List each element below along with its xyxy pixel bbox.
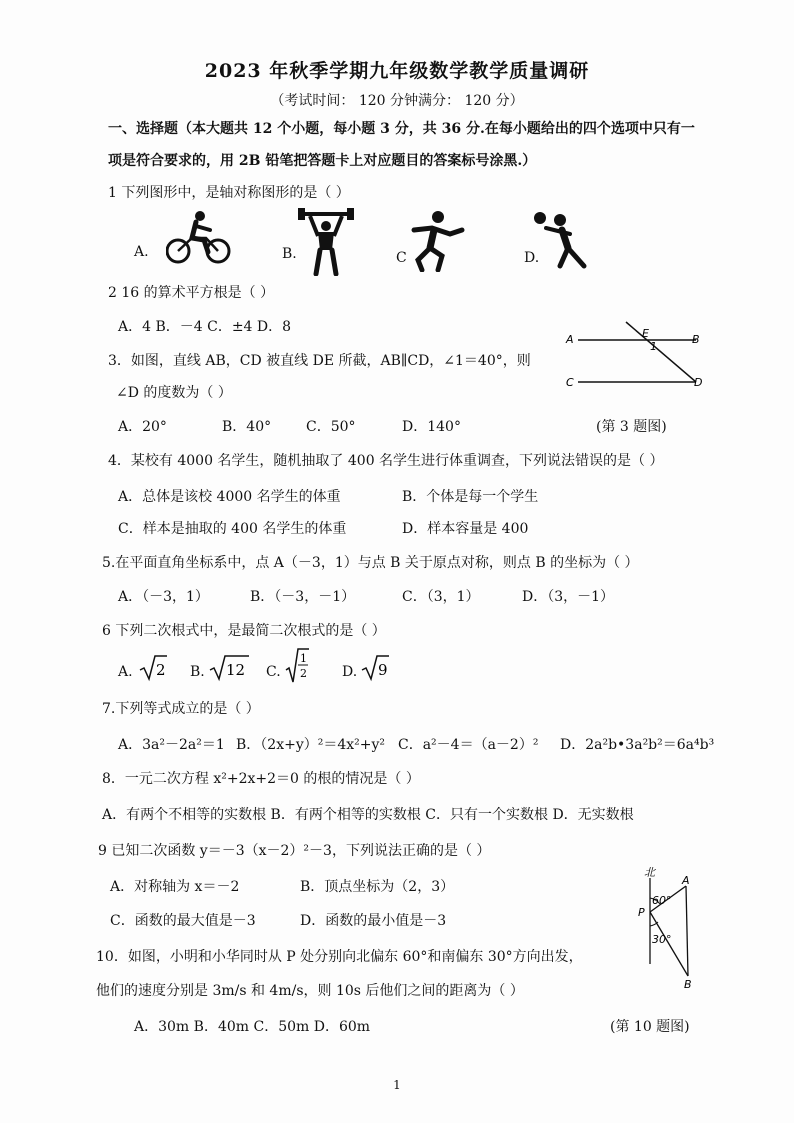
- q9-option-a: A．对称轴为 x＝－2: [110, 879, 240, 895]
- q3-option-d: D．140°: [402, 419, 461, 435]
- q6-radical-c: [284, 646, 310, 684]
- q5-option-d: D．（3，－1）: [522, 589, 615, 605]
- weightlifter-icon: [296, 208, 356, 276]
- q1-option-d: D.: [524, 250, 540, 266]
- q2-options: A．4 B．－4 C．±4 D．8: [118, 319, 292, 335]
- q9-option-d: D．函数的最小值是－3: [300, 913, 447, 929]
- q8-options: A．有两个不相等的实数根 B．有两个相等的实数根 C．只有一个实数根 D．无实数根: [102, 807, 634, 823]
- q6-option-b: B.: [190, 664, 205, 680]
- section-heading-line1: 一、选择题（本大题共 12 个小题，每小题 3 分，共 36 分.在每小题给出的四个选项中只有一: [108, 121, 695, 137]
- q10-figure: [628, 864, 708, 994]
- q6-radicand-a: 2: [156, 661, 166, 679]
- q10-label-p: P: [638, 906, 645, 919]
- q3-label-e: E: [642, 327, 649, 340]
- q1-option-b: B.: [282, 246, 297, 262]
- q6-option-a: A.: [118, 664, 133, 680]
- q7-stem: 7.下列等式成立的是（ ）: [102, 701, 260, 717]
- volleyball-player-icon: [532, 210, 588, 270]
- q6-radical-b: [208, 652, 250, 682]
- page-title: 2023 年秋季学期九年级数学教学质量调研: [204, 60, 590, 82]
- q10-label-60: 60°: [652, 894, 672, 907]
- q6-option-d: D.: [342, 664, 358, 680]
- q7-option-b: B．（2x+y）²＝4x²+y²: [236, 737, 386, 753]
- q10-options: A．30m B．40m C．50m D．60m: [134, 1019, 371, 1035]
- q10-stem-line1: 10．如图，小明和小华同时从 P 处分别向北偏东 60°和南偏东 30°方向出发，: [96, 949, 583, 965]
- q3-stem-line2: ∠D 的度数为（ ）: [116, 385, 232, 401]
- q3-figure: [564, 318, 714, 392]
- q9-option-b: B．顶点坐标为（2，3）: [300, 879, 455, 895]
- q10-label-north: 北: [644, 866, 655, 879]
- page-number: 1: [393, 1078, 401, 1092]
- q6-radicand-c-numerator: 1: [300, 652, 307, 665]
- q3-option-a: A．20°: [118, 419, 167, 435]
- q6-radicand-c-denominator: 2: [300, 667, 307, 680]
- q4-option-d: D．样本容量是 400: [402, 521, 529, 537]
- q5-option-a: A．（－3，1）: [118, 589, 209, 605]
- runner-icon: [410, 210, 466, 272]
- q3-label-a: A: [566, 333, 574, 346]
- q3-caption: (第 3 题图): [596, 419, 667, 435]
- q5-stem: 5.在平面直角坐标系中，点 A（－3，1）与点 B 关于原点对称，则点 B 的坐标为（ ）: [102, 555, 639, 571]
- q1-option-a: A.: [134, 244, 149, 260]
- q7-option-a: A．3a²－2a²＝1: [118, 737, 225, 753]
- q6-radicand-d: 9: [378, 661, 388, 679]
- q6-radical-a: [138, 652, 168, 682]
- q10-label-b: B: [684, 978, 692, 991]
- q6-radical-d: [360, 652, 390, 682]
- q6-stem: 6 下列二次根式中，是最简二次根式的是（ ）: [102, 623, 386, 639]
- q3-label-d: D: [694, 376, 703, 389]
- q3-label-b: B: [692, 333, 700, 346]
- q3-stem-line1: 3．如图，直线 AB，CD 被直线 DE 所截，AB∥CD，∠1＝40°，则: [108, 353, 531, 369]
- q5-option-b: B．（－3，－1）: [250, 589, 356, 605]
- q4-option-b: B．个体是每一个学生: [402, 489, 539, 505]
- q8-stem: 8．一元二次方程 x²+2x+2＝0 的根的情况是（ ）: [102, 771, 420, 787]
- q3-label-angle1: 1: [650, 340, 657, 353]
- q4-option-c: C．样本是抽取的 400 名学生的体重: [118, 521, 347, 537]
- q6-radicand-b: 12: [226, 661, 246, 679]
- q3-label-c: C: [566, 376, 574, 389]
- cyclist-icon: [166, 208, 232, 264]
- q10-stem-line2: 他们的速度分别是 3m/s 和 4m/s，则 10s 后他们之间的距离为（ ）: [96, 983, 524, 999]
- q9-stem: 9 已知二次函数 y＝－3（x－2）²－3，下列说法正确的是（ ）: [98, 843, 491, 859]
- q4-option-a: A．总体是该校 4000 名学生的体重: [118, 489, 341, 505]
- q9-option-c: C．函数的最大值是－3: [110, 913, 256, 929]
- q4-stem: 4．某校有 4000 名学生，随机抽取了 400 名学生进行体重调查，下列说法错误的是（ ）: [108, 453, 664, 469]
- q7-option-d: D．2a²b•3a²b²＝6a⁴b³: [560, 737, 715, 753]
- q6-option-c: C.: [266, 664, 281, 680]
- q5-option-c: C．（3，1）: [402, 589, 480, 605]
- q1-option-c: C: [396, 250, 407, 266]
- q2-stem: 2 16 的算术平方根是（ ）: [108, 285, 275, 301]
- q3-option-b: B．40°: [222, 419, 272, 435]
- section-heading-line2: 项是符合要求的，用 2B 铅笔把答题卡上对应题目的答案标号涂黑.）: [108, 153, 537, 169]
- q3-option-c: C．50°: [306, 419, 356, 435]
- q7-option-c: C．a²－4＝（a－2）²: [398, 737, 539, 753]
- q10-label-30: 30°: [652, 933, 672, 946]
- exam-info: （考试时间： 120 分钟满分： 120 分）: [270, 93, 524, 109]
- q10-caption: (第 10 题图): [610, 1019, 690, 1035]
- q1-stem: 1 下列图形中，是轴对称图形的是（ ）: [108, 185, 350, 201]
- q10-label-a: A: [682, 874, 690, 887]
